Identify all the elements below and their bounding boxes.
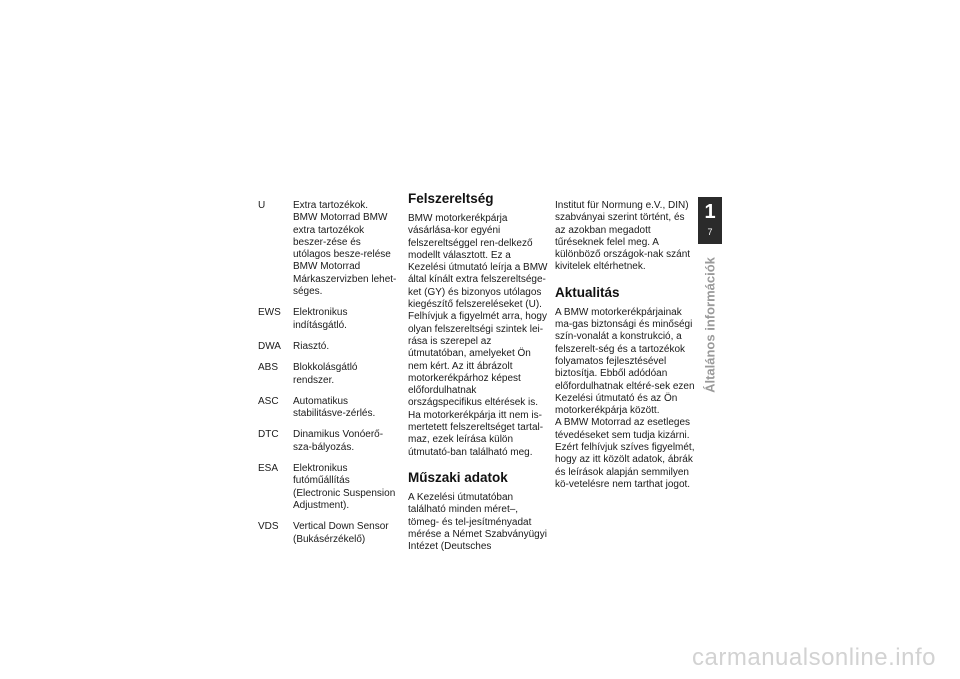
abbreviation-desc: Blokkolásgátló rendszer. [293, 362, 358, 386]
technical-text-start: A Kezelési útmutatóban található minden méret–, tömeg- és tel-jesítményadat mérése a Német Szabványügyi Intézet (Deutsches [408, 491, 547, 553]
abbreviation-desc: Extra tartozékok. BMW Motorrad BMW extra tartozékok beszer-zése és utólagos besze-relése BMW Motorrad Márkaszervizben lehet-séges. [293, 200, 397, 298]
abbreviation-row [258, 307, 398, 332]
equipment-text: BMW motorkerékpárja vásárlása-kor egyéni felszereltséggel ren-delkező modellt választott. Ez a Kezelési útmutató leírja a BMW által kínált extra felszereltsége-ket (GY) és bizonyos utólagos kiegészítő felszereléseket (U). Felhívjuk a figyelmét arra, hogy olyan felszereltségi szintek lei-rása is szerepel az útmutatóban, amelyeket Ön nem kért. Az itt ábrázolt motorkerékpárhoz képest előfordulhatnak országspecifikus eltérések is. Ha motorkerékpárja itt nem is-mertetett felszereltséget tartal-maz, ezek leírása külön útmutató-ban található meg. [408, 213, 548, 458]
actuality-text: A BMW motorkerékpárjainak ma-gas biztonsági és minőségi szín-vonalát a konstrukció, a felszerelt-ség és a tartozékok folyamatos fejlesztésével biztosítja. Ebből adódóan előfordulhatnak eltéré-sek ezen Kezelési útmutató és az Ön motorkerékpárja között. A BMW Motorrad az esetleges tévedéseket sem tudja kizárni. Ezért felhívjuk szíves figyelmét, hogy az itt közölt adatok, ábrák és leírások alapján semmilyen kö-vetelésre nem tarthat jogot. [555, 306, 695, 490]
chapter-side-title: Általános információk [702, 257, 718, 393]
technical-heading: Műszaki adatok [408, 469, 508, 485]
abbreviation-desc: Elektronikus indításgátló. [293, 307, 348, 331]
abbreviation-code: DTC [258, 429, 279, 441]
abbreviation-code: ASC [258, 395, 279, 407]
abbreviation-row [258, 200, 398, 298]
abbreviation-code: ABS [258, 362, 279, 374]
right-column [555, 200, 695, 491]
abbreviation-row [258, 429, 398, 454]
equipment-heading: Felszereltség [408, 191, 494, 206]
watermark: carmanualsonline.info [692, 644, 936, 671]
chapter-tab [698, 197, 722, 244]
abbreviation-desc: Vertical Down Sensor (Bukásérzékelő) [293, 521, 389, 545]
abbreviation-desc: Riasztó. [293, 340, 330, 352]
abbreviation-code: U [258, 200, 266, 211]
abbreviation-desc: Automatikus stabilitásve-zérlés. [293, 395, 376, 420]
abbreviation-row [258, 341, 398, 353]
abbreviation-list [258, 200, 398, 555]
middle-column [408, 191, 548, 553]
abbreviation-desc: Elektronikus futóműállítás (Electronic Suspension Adjustment). [293, 463, 396, 511]
abbreviation-code: ESA [258, 463, 279, 475]
abbreviation-code: DWA [258, 340, 281, 352]
technical-text-end: Institut für Normung e.V., DIN) szabványai szerint történt, és az azokban megadott tűréseknek felel meg. A különböző országok-nak szánt kivitelek eltérhetnek. [555, 200, 691, 273]
abbreviation-desc: Dinamikus Vonóerő-sza-bályozás. [293, 429, 384, 453]
actuality-heading: Aktualitás [555, 284, 620, 300]
page-number: 7 [707, 227, 713, 237]
abbreviation-row [258, 396, 398, 421]
abbreviation-code: VDS [258, 521, 279, 533]
abbreviation-code: EWS [258, 307, 281, 319]
chapter-number: 1 [704, 201, 716, 223]
abbreviation-row [258, 362, 398, 387]
abbreviation-row [258, 521, 398, 546]
abbreviation-row [258, 463, 398, 512]
